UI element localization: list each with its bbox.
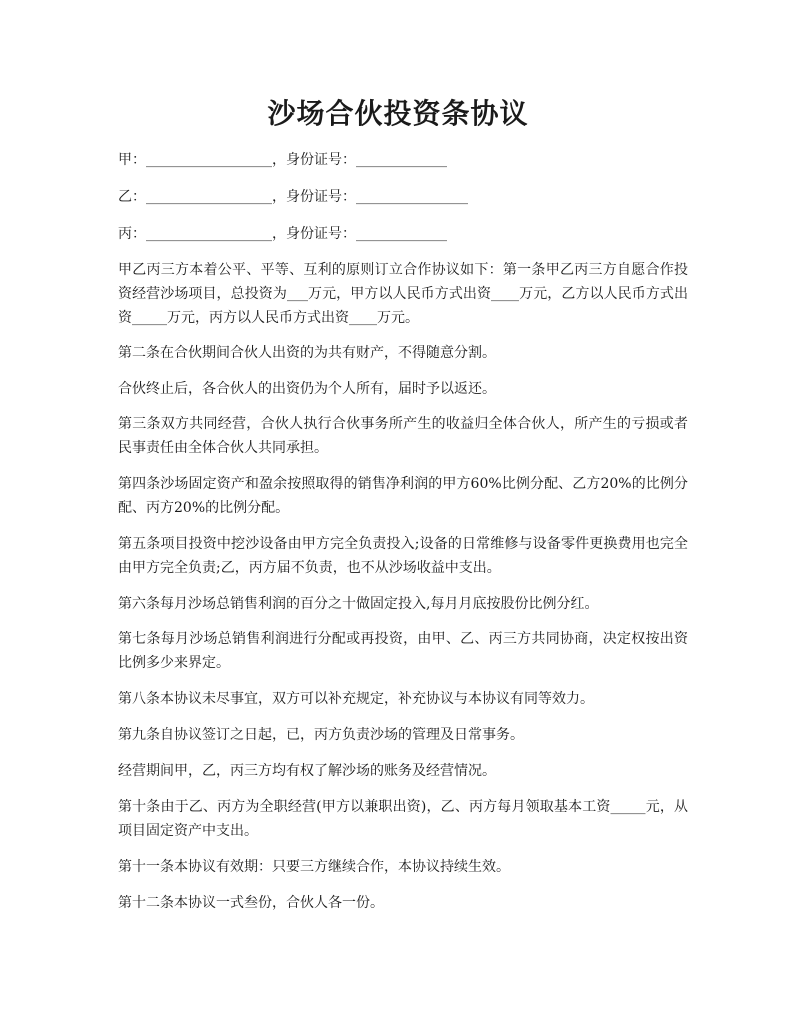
paragraph-article-7: 第七条每月沙场总销售利润进行分配或再投资，由甲、乙、丙三方共同协商，决定权按出资比例多少来界定。 xyxy=(118,631,688,671)
paragraph-article-12: 第十二条本协议一式叁份，合伙人各一份。 xyxy=(118,895,384,911)
party-yi-line: 乙：__________________，身份证号：________________ xyxy=(118,189,468,205)
paragraph-article-3: 第三条双方共同经营，合伙人执行合伙事务所产生的收益归全体合伙人，所产生的亏损或者民事责任由全体合伙人共同承担。 xyxy=(118,416,688,456)
paragraph-article-10: 第十条由于乙、丙方为全职经营(甲方以兼职出资)，乙、丙方每月领取基本工资_____元，从项目固定资产中支出。 xyxy=(118,799,688,839)
paragraph-article-4: 第四条沙场固定资产和盈余按照取得的销售净利润的甲方60%比例分配、乙方20%的比例分配、丙方20%的比例分配。 xyxy=(118,476,688,516)
paragraph-article-8: 第八条本协议未尽事宜，双方可以补充规定，补充协议与本协议有同等效力。 xyxy=(118,691,594,707)
party-jia-line: 甲：__________________，身份证号：_____________ xyxy=(118,152,447,168)
paragraph-intro-article-1: 甲乙丙三方本着公平、平等、互利的原则订立合作协议如下：第一条甲乙丙三方自愿合作投资经营沙场项目，总投资为___万元，甲方以人民币方式出资____万元，乙方以人民币方式出资_____万元，丙方以人民币方式出资____万元。 xyxy=(118,262,688,326)
paragraph-article-11: 第十一条本协议有效期：只要三方继续合作，本协议持续生效。 xyxy=(118,859,510,875)
paragraph-article-9: 第九条自协议签订之日起，已，丙方负责沙场的管理及日常事务。 xyxy=(118,727,524,743)
paragraph-operation-rights: 经营期间甲，乙，丙三方均有权了解沙场的账务及经营情况。 xyxy=(118,763,496,779)
paragraph-article-5: 第五条项目投资中挖沙设备由甲方完全负责投入;设备的日常维修与设备零件更换费用也完全由甲方完全负责;乙，丙方届不负责，也不从沙场收益中支出。 xyxy=(118,536,688,576)
paragraph-article-2: 第二条在合伙期间合伙人出资的为共有财产，不得随意分割。 xyxy=(118,345,496,361)
document-title: 沙场合伙投资条协议 xyxy=(267,97,529,130)
paragraph-termination: 合伙终止后，各合伙人的出资仍为个人所有，届时予以返还。 xyxy=(118,381,496,397)
party-bing-line: 丙：__________________，身份证号：_____________ xyxy=(118,226,447,242)
paragraph-article-6: 第六条每月沙场总销售利润的百分之十做固定投入,每月月底按股份比例分红。 xyxy=(118,596,599,612)
